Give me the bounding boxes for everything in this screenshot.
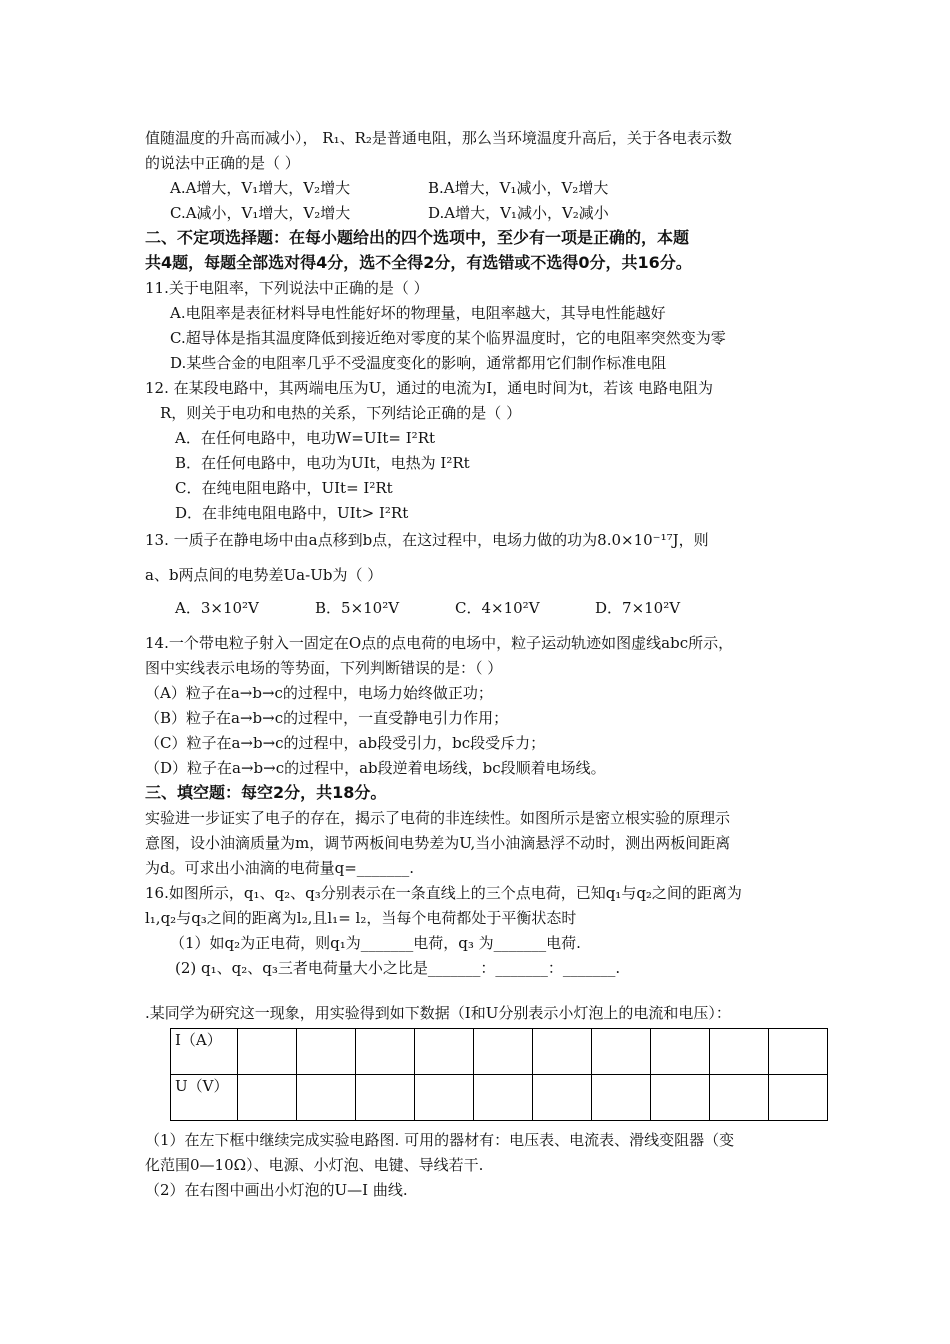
- q12-option-a: A．在任何电路中，电功W=UIt= I²Rt: [175, 429, 436, 447]
- q11-stem: 11.关于电阻率，下列说法中正确的是（ ）: [145, 279, 429, 297]
- q11-option-c: C.超导体是指其温度降低到接近绝对零度的某个临界温度时，它的电阻率突然变为零: [170, 329, 726, 347]
- q10-line2: 的说法中正确的是（ ）: [145, 154, 300, 172]
- q11-option-a: A.电阻率是表征材料导电性能好坏的物理量，电阻率越大，其导电性能越好: [170, 304, 666, 322]
- table-cell: [533, 1029, 592, 1075]
- q11-option-d: D.某些合金的电阻率几乎不受温度变化的影响，通常都用它们制作标准电阻: [170, 354, 667, 372]
- table-cell: [297, 1029, 356, 1075]
- table-cell: [769, 1029, 828, 1075]
- table-cell: [415, 1075, 474, 1121]
- q10-option-c: C.A减小，V₁增大，V₂增大: [170, 204, 351, 222]
- table-cell: [238, 1029, 297, 1075]
- section3-heading: 三、填空题：每空2分，共18分。: [145, 783, 387, 802]
- table-row: [171, 1029, 828, 1075]
- q10-option-d: D.A增大，V₁减小，V₂减小: [428, 204, 609, 222]
- q15-line2: 意图，设小油滴质量为m，调节两板间电势差为U,当小油滴悬浮不动时，测出两板间距离: [145, 834, 731, 852]
- table-cell: [651, 1029, 710, 1075]
- q16-line2: l₁,q₂与q₃之间的距离为l₂,且l₁= l₂，当每个电荷都处于平衡状态时: [145, 909, 577, 927]
- table-cell: [474, 1075, 533, 1121]
- table-cell: [297, 1075, 356, 1121]
- table-cell: [238, 1075, 297, 1121]
- table-cell: [356, 1029, 415, 1075]
- table-cell: [415, 1029, 474, 1075]
- q12-line2: R，则关于电功和电热的关系，下列结论正确的是（ ）: [160, 404, 522, 422]
- q13-line1: 13. 一质子在静电场中由a点移到b点，在这过程中，电场力做的功为8.0×10⁻¹⁷J，则: [145, 531, 709, 549]
- table-row: [171, 1075, 828, 1121]
- data-table: [170, 1028, 828, 1121]
- section2-heading-line1: 二、不定项选择题：在每小题给出的四个选项中，至少有一项是正确的，本题: [145, 228, 690, 247]
- q15-line3: 为d。可求出小油滴的电荷量q=_______.: [145, 859, 415, 877]
- q14-option-c: （C）粒子在a→b→c的过程中，ab段受引力，bc段受斥力；: [145, 734, 546, 752]
- q10-line1: 值随温度的升高而减小）， R₁、R₂是普通电阻，那么当环境温度升高后，关于各电表示数: [145, 129, 732, 147]
- section2-heading-line2: 共4题，每题全部选对得4分，选不全得2分，有选错或不选得0分，共16分。: [145, 253, 692, 272]
- table-cell: [651, 1075, 710, 1121]
- table-cell: [533, 1075, 592, 1121]
- q12-line1: 12. 在某段电路中，其两端电压为U，通过的电流为I，通电时间为t，若该 电路电阻为: [145, 379, 713, 397]
- table-cell: [592, 1029, 651, 1075]
- q13-option-d: D．7×10²V: [595, 599, 681, 617]
- table-cell: [769, 1075, 828, 1121]
- q16-line1: 16.如图所示，q₁、q₂、q₃分别表示在一条直线上的三个点电荷，已知q₁与q₂之间的距离为: [145, 884, 742, 902]
- q12-option-d: D．在非纯电阻电路中，UIt> I²Rt: [175, 504, 409, 522]
- q14-option-d: （D）粒子在a→b→c的过程中，ab段逆着电场线，bc段顺着电场线。: [145, 759, 606, 777]
- table-cell: [474, 1029, 533, 1075]
- q12-option-b: B．在任何电路中，电功为UIt，电热为 I²Rt: [175, 454, 470, 472]
- table-cell: [710, 1029, 769, 1075]
- q13-option-a: A．3×10²V: [175, 599, 259, 617]
- q14-line2: 图中实线表示电场的等势面，下列判断错误的是：（ ）: [145, 659, 503, 677]
- q17-intro: .某同学为研究这一现象，用实验得到如下数据（I和U分别表示小灯泡上的电流和电压）：: [145, 1004, 731, 1022]
- q17-part1-line1: （1）在左下框中继续完成实验电路图. 可用的器材有：电压表、电流表、滑线变阻器（变: [145, 1131, 735, 1149]
- q10-option-a: A.A增大，V₁增大，V₂增大: [170, 179, 351, 197]
- q16-part2: (2) q₁、q₂、q₃三者电荷量大小之比是_______：_______：_______.: [175, 959, 621, 977]
- q16-part1: （1）如q₂为正电荷，则q₁为_______电荷，q₃ 为_______电荷.: [170, 934, 581, 952]
- table-cell: [356, 1075, 415, 1121]
- row-label-voltage: U（V）: [171, 1075, 238, 1121]
- table-cell: [710, 1075, 769, 1121]
- q10-option-b: B.A增大，V₁减小，V₂增大: [428, 179, 609, 197]
- q12-option-c: C．在纯电阻电路中，UIt= I²Rt: [175, 479, 393, 497]
- q14-line1: 14.一个带电粒子射入一固定在O点的点电荷的电场中，粒子运动轨迹如图虚线abc所示，: [145, 634, 734, 652]
- q17-part1-line2: 化范围0—10Ω）、电源、小灯泡、电键、导线若干.: [145, 1156, 484, 1174]
- q13-option-c: C．4×10²V: [455, 599, 540, 617]
- q15-line1: 实验进一步证实了电子的存在，揭示了电荷的非连续性。如图所示是密立根实验的原理示: [145, 809, 731, 827]
- table-cell: [592, 1075, 651, 1121]
- q13-option-b: B．5×10²V: [315, 599, 400, 617]
- q14-option-a: （A）粒子在a→b→c的过程中，电场力始终做正功；: [145, 684, 493, 702]
- row-label-current: I（A）: [171, 1029, 238, 1075]
- q13-line2: a、b两点间的电势差Ua-Ub为（ ）: [145, 566, 383, 584]
- q14-option-b: （B）粒子在a→b→c的过程中，一直受静电引力作用；: [145, 709, 509, 727]
- q17-part2: （2）在右图中画出小灯泡的U—I 曲线.: [145, 1181, 408, 1199]
